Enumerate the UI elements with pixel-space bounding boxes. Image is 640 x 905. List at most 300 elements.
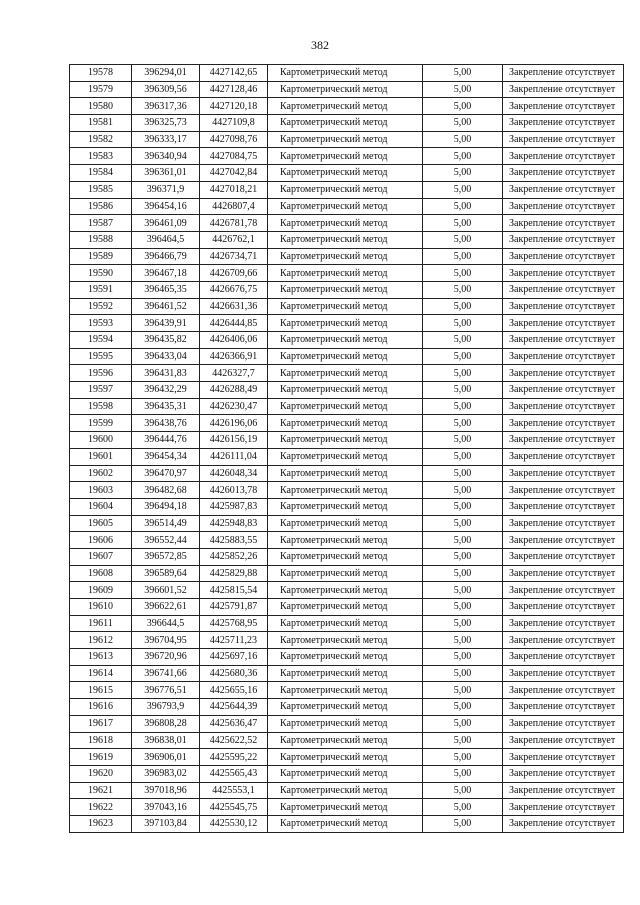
method-cell: Картометрический метод [268,81,423,98]
y-coordinate-cell: 4425697,16 [200,649,268,666]
method-cell: Картометрический метод [268,198,423,215]
point-number-cell: 19612 [70,632,132,649]
table-row [70,398,624,415]
point-number-cell: 19621 [70,782,132,799]
point-number-cell: 19579 [70,81,132,98]
x-coordinate-cell: 396572,85 [132,548,200,565]
method-cell: Картометрический метод [268,565,423,582]
table-row [70,665,624,682]
method-cell: Картометрический метод [268,415,423,432]
x-coordinate-cell: 396465,35 [132,281,200,298]
point-number-cell: 19613 [70,649,132,666]
method-cell: Картометрический метод [268,665,423,682]
accuracy-cell: 5,00 [423,115,503,132]
point-number-cell: 19623 [70,815,132,832]
fixation-cell: Закрепление отсутствует [503,265,624,282]
x-coordinate-cell: 396464,5 [132,231,200,248]
method-cell: Картометрический метод [268,615,423,632]
table-row [70,281,624,298]
point-number-cell: 19599 [70,415,132,432]
accuracy-cell: 5,00 [423,482,503,499]
table-row [70,682,624,699]
fixation-cell: Закрепление отсутствует [503,281,624,298]
fixation-cell: Закрепление отсутствует [503,532,624,549]
fixation-cell: Закрепление отсутствует [503,699,624,716]
point-number-cell: 19585 [70,181,132,198]
y-coordinate-cell: 4426406,06 [200,332,268,349]
table-row [70,148,624,165]
method-cell: Картометрический метод [268,749,423,766]
method-cell: Картометрический метод [268,265,423,282]
x-coordinate-cell: 396454,34 [132,448,200,465]
method-cell: Картометрический метод [268,715,423,732]
point-number-cell: 19609 [70,582,132,599]
y-coordinate-cell: 4427128,46 [200,81,268,98]
x-coordinate-cell: 396361,01 [132,165,200,182]
table-row [70,265,624,282]
accuracy-cell: 5,00 [423,632,503,649]
point-number-cell: 19604 [70,498,132,515]
accuracy-cell: 5,00 [423,432,503,449]
accuracy-cell: 5,00 [423,448,503,465]
fixation-cell: Закрепление отсутствует [503,682,624,699]
method-cell: Картометрический метод [268,432,423,449]
accuracy-cell: 5,00 [423,699,503,716]
accuracy-cell: 5,00 [423,415,503,432]
y-coordinate-cell: 4425636,47 [200,715,268,732]
method-cell: Картометрический метод [268,332,423,349]
fixation-cell: Закрепление отсутствует [503,782,624,799]
point-number-cell: 19594 [70,332,132,349]
point-number-cell: 19616 [70,699,132,716]
point-number-cell: 19622 [70,799,132,816]
accuracy-cell: 5,00 [423,198,503,215]
y-coordinate-cell: 4427109,8 [200,115,268,132]
table-row [70,65,624,82]
x-coordinate-cell: 396438,76 [132,415,200,432]
y-coordinate-cell: 4426709,66 [200,265,268,282]
y-coordinate-cell: 4425553,1 [200,782,268,799]
y-coordinate-cell: 4425655,16 [200,682,268,699]
x-coordinate-cell: 396470,97 [132,465,200,482]
y-coordinate-cell: 4426762,1 [200,231,268,248]
y-coordinate-cell: 4425852,26 [200,548,268,565]
accuracy-cell: 5,00 [423,715,503,732]
fixation-cell: Закрепление отсутствует [503,181,624,198]
y-coordinate-cell: 4425987,83 [200,498,268,515]
x-coordinate-cell: 396838,01 [132,732,200,749]
y-coordinate-cell: 4425829,88 [200,565,268,582]
method-cell: Картометрический метод [268,98,423,115]
y-coordinate-cell: 4425530,12 [200,815,268,832]
table-row [70,548,624,565]
y-coordinate-cell: 4427098,76 [200,131,268,148]
fixation-cell: Закрепление отсутствует [503,248,624,265]
point-number-cell: 19600 [70,432,132,449]
point-number-cell: 19581 [70,115,132,132]
method-cell: Картометрический метод [268,398,423,415]
fixation-cell: Закрепление отсутствует [503,448,624,465]
table-row [70,181,624,198]
x-coordinate-cell: 396340,94 [132,148,200,165]
fixation-cell: Закрепление отсутствует [503,65,624,82]
accuracy-cell: 5,00 [423,498,503,515]
accuracy-cell: 5,00 [423,732,503,749]
y-coordinate-cell: 4427018,21 [200,181,268,198]
x-coordinate-cell: 396776,51 [132,682,200,699]
accuracy-cell: 5,00 [423,815,503,832]
y-coordinate-cell: 4425768,95 [200,615,268,632]
fixation-cell: Закрепление отсутствует [503,98,624,115]
fixation-cell: Закрепление отсутствует [503,231,624,248]
y-coordinate-cell: 4425815,54 [200,582,268,599]
method-cell: Картометрический метод [268,148,423,165]
point-number-cell: 19611 [70,615,132,632]
y-coordinate-cell: 4426807,4 [200,198,268,215]
x-coordinate-cell: 396461,52 [132,298,200,315]
method-cell: Картометрический метод [268,315,423,332]
x-coordinate-cell: 396317,36 [132,98,200,115]
x-coordinate-cell: 396431,83 [132,365,200,382]
accuracy-cell: 5,00 [423,382,503,399]
x-coordinate-cell: 396494,18 [132,498,200,515]
x-coordinate-cell: 396432,29 [132,382,200,399]
fixation-cell: Закрепление отсутствует [503,465,624,482]
x-coordinate-cell: 396325,73 [132,115,200,132]
method-cell: Картометрический метод [268,649,423,666]
method-cell: Картометрический метод [268,482,423,499]
x-coordinate-cell: 396435,82 [132,332,200,349]
fixation-cell: Закрепление отсутствует [503,382,624,399]
table-row [70,432,624,449]
method-cell: Картометрический метод [268,298,423,315]
y-coordinate-cell: 4425622,52 [200,732,268,749]
x-coordinate-cell: 396482,68 [132,482,200,499]
method-cell: Картометрический метод [268,165,423,182]
table-row [70,215,624,232]
point-number-cell: 19603 [70,482,132,499]
table-row [70,348,624,365]
table-row [70,415,624,432]
x-coordinate-cell: 396601,52 [132,582,200,599]
x-coordinate-cell: 396644,5 [132,615,200,632]
y-coordinate-cell: 4425680,36 [200,665,268,682]
fixation-cell: Закрепление отсутствует [503,565,624,582]
method-cell: Картометрический метод [268,532,423,549]
y-coordinate-cell: 4425948,83 [200,515,268,532]
table-row [70,115,624,132]
x-coordinate-cell: 397103,84 [132,815,200,832]
accuracy-cell: 5,00 [423,265,503,282]
accuracy-cell: 5,00 [423,181,503,198]
point-number-cell: 19592 [70,298,132,315]
fixation-cell: Закрепление отсутствует [503,148,624,165]
fixation-cell: Закрепление отсутствует [503,398,624,415]
y-coordinate-cell: 4425883,55 [200,532,268,549]
accuracy-cell: 5,00 [423,231,503,248]
y-coordinate-cell: 4427042,84 [200,165,268,182]
y-coordinate-cell: 4426327,7 [200,365,268,382]
accuracy-cell: 5,00 [423,548,503,565]
method-cell: Картометрический метод [268,131,423,148]
point-number-cell: 19582 [70,131,132,148]
method-cell: Картометрический метод [268,465,423,482]
accuracy-cell: 5,00 [423,298,503,315]
table-row [70,482,624,499]
accuracy-cell: 5,00 [423,315,503,332]
fixation-cell: Закрепление отсутствует [503,649,624,666]
y-coordinate-cell: 4425595,22 [200,749,268,766]
table-row [70,131,624,148]
method-cell: Картометрический метод [268,498,423,515]
coordinates-table [69,64,624,833]
method-cell: Картометрический метод [268,231,423,248]
y-coordinate-cell: 4426013,78 [200,482,268,499]
fixation-cell: Закрепление отсутствует [503,432,624,449]
point-number-cell: 19618 [70,732,132,749]
fixation-cell: Закрепление отсутствует [503,765,624,782]
y-coordinate-cell: 4426111,04 [200,448,268,465]
method-cell: Картометрический метод [268,732,423,749]
accuracy-cell: 5,00 [423,215,503,232]
x-coordinate-cell: 396333,17 [132,131,200,148]
accuracy-cell: 5,00 [423,131,503,148]
point-number-cell: 19593 [70,315,132,332]
x-coordinate-cell: 396439,91 [132,315,200,332]
y-coordinate-cell: 4426444,85 [200,315,268,332]
accuracy-cell: 5,00 [423,348,503,365]
page-number: 382 [311,38,329,52]
point-number-cell: 19591 [70,281,132,298]
point-number-cell: 19608 [70,565,132,582]
table-row [70,799,624,816]
fixation-cell: Закрепление отсутствует [503,198,624,215]
x-coordinate-cell: 396622,61 [132,599,200,616]
accuracy-cell: 5,00 [423,649,503,666]
point-number-cell: 19601 [70,448,132,465]
x-coordinate-cell: 396793,9 [132,699,200,716]
method-cell: Картометрический метод [268,515,423,532]
x-coordinate-cell: 396309,56 [132,81,200,98]
fixation-cell: Закрепление отсутствует [503,498,624,515]
table-row [70,498,624,515]
fixation-cell: Закрепление отсутствует [503,315,624,332]
y-coordinate-cell: 4426781,78 [200,215,268,232]
y-coordinate-cell: 4426048,34 [200,465,268,482]
method-cell: Картометрический метод [268,65,423,82]
table-row [70,315,624,332]
point-number-cell: 19578 [70,65,132,82]
table-row [70,465,624,482]
method-cell: Картометрический метод [268,365,423,382]
table-row [70,649,624,666]
table-row [70,765,624,782]
accuracy-cell: 5,00 [423,665,503,682]
x-coordinate-cell: 396467,18 [132,265,200,282]
accuracy-cell: 5,00 [423,65,503,82]
accuracy-cell: 5,00 [423,532,503,549]
fixation-cell: Закрепление отсутствует [503,548,624,565]
fixation-cell: Закрепление отсутствует [503,215,624,232]
fixation-cell: Закрепление отсутствует [503,732,624,749]
accuracy-cell: 5,00 [423,682,503,699]
accuracy-cell: 5,00 [423,565,503,582]
method-cell: Картометрический метод [268,699,423,716]
accuracy-cell: 5,00 [423,165,503,182]
method-cell: Картометрический метод [268,382,423,399]
fixation-cell: Закрепление отсутствует [503,515,624,532]
fixation-cell: Закрепление отсутствует [503,365,624,382]
x-coordinate-cell: 396704,95 [132,632,200,649]
y-coordinate-cell: 4425565,43 [200,765,268,782]
point-number-cell: 19580 [70,98,132,115]
fixation-cell: Закрепление отсутствует [503,582,624,599]
x-coordinate-cell: 396906,01 [132,749,200,766]
y-coordinate-cell: 4426366,91 [200,348,268,365]
table-row [70,231,624,248]
fixation-cell: Закрепление отсутствует [503,615,624,632]
accuracy-cell: 5,00 [423,799,503,816]
point-number-cell: 19606 [70,532,132,549]
point-number-cell: 19596 [70,365,132,382]
table-row [70,98,624,115]
table-row [70,515,624,532]
table-row [70,165,624,182]
y-coordinate-cell: 4426676,75 [200,281,268,298]
method-cell: Картометрический метод [268,815,423,832]
y-coordinate-cell: 4425545,75 [200,799,268,816]
point-number-cell: 19605 [70,515,132,532]
method-cell: Картометрический метод [268,782,423,799]
fixation-cell: Закрепление отсутствует [503,599,624,616]
fixation-cell: Закрепление отсутствует [503,632,624,649]
x-coordinate-cell: 396808,28 [132,715,200,732]
point-number-cell: 19584 [70,165,132,182]
table-row [70,782,624,799]
accuracy-cell: 5,00 [423,615,503,632]
table-row [70,382,624,399]
x-coordinate-cell: 396466,79 [132,248,200,265]
table-row [70,332,624,349]
point-number-cell: 19610 [70,599,132,616]
point-number-cell: 19590 [70,265,132,282]
method-cell: Картометрический метод [268,348,423,365]
y-coordinate-cell: 4427120,18 [200,98,268,115]
method-cell: Картометрический метод [268,799,423,816]
accuracy-cell: 5,00 [423,582,503,599]
point-number-cell: 19586 [70,198,132,215]
point-number-cell: 19597 [70,382,132,399]
y-coordinate-cell: 4426631,36 [200,298,268,315]
point-number-cell: 19615 [70,682,132,699]
fixation-cell: Закрепление отсутствует [503,165,624,182]
method-cell: Картометрический метод [268,682,423,699]
x-coordinate-cell: 396371,9 [132,181,200,198]
table-row [70,599,624,616]
table-row [70,815,624,832]
x-coordinate-cell: 397018,96 [132,782,200,799]
method-cell: Картометрический метод [268,599,423,616]
fixation-cell: Закрепление отсутствует [503,348,624,365]
accuracy-cell: 5,00 [423,398,503,415]
table-row [70,582,624,599]
fixation-cell: Закрепление отсутствует [503,815,624,832]
accuracy-cell: 5,00 [423,248,503,265]
accuracy-cell: 5,00 [423,749,503,766]
y-coordinate-cell: 4426230,47 [200,398,268,415]
table-row [70,749,624,766]
table-row [70,632,624,649]
table-row [70,448,624,465]
point-number-cell: 19602 [70,465,132,482]
fixation-cell: Закрепление отсутствует [503,665,624,682]
fixation-cell: Закрепление отсутствует [503,298,624,315]
y-coordinate-cell: 4426288,49 [200,382,268,399]
point-number-cell: 19587 [70,215,132,232]
method-cell: Картометрический метод [268,181,423,198]
x-coordinate-cell: 396741,66 [132,665,200,682]
y-coordinate-cell: 4427084,75 [200,148,268,165]
y-coordinate-cell: 4426196,06 [200,415,268,432]
y-coordinate-cell: 4427142,65 [200,65,268,82]
method-cell: Картометрический метод [268,582,423,599]
accuracy-cell: 5,00 [423,782,503,799]
method-cell: Картометрический метод [268,448,423,465]
fixation-cell: Закрепление отсутствует [503,81,624,98]
method-cell: Картометрический метод [268,281,423,298]
table-row [70,365,624,382]
table-row [70,715,624,732]
point-number-cell: 19607 [70,548,132,565]
y-coordinate-cell: 4426156,19 [200,432,268,449]
y-coordinate-cell: 4425791,87 [200,599,268,616]
table-row [70,198,624,215]
method-cell: Картометрический метод [268,215,423,232]
method-cell: Картометрический метод [268,248,423,265]
table-row [70,699,624,716]
y-coordinate-cell: 4426734,71 [200,248,268,265]
method-cell: Картометрический метод [268,115,423,132]
method-cell: Картометрический метод [268,548,423,565]
accuracy-cell: 5,00 [423,98,503,115]
fixation-cell: Закрепление отсутствует [503,332,624,349]
x-coordinate-cell: 396433,04 [132,348,200,365]
method-cell: Картометрический метод [268,632,423,649]
point-number-cell: 19620 [70,765,132,782]
table-row [70,248,624,265]
x-coordinate-cell: 396454,16 [132,198,200,215]
fixation-cell: Закрепление отсутствует [503,115,624,132]
fixation-cell: Закрепление отсутствует [503,715,624,732]
fixation-cell: Закрепление отсутствует [503,482,624,499]
accuracy-cell: 5,00 [423,765,503,782]
x-coordinate-cell: 396294,01 [132,65,200,82]
accuracy-cell: 5,00 [423,515,503,532]
table-row [70,298,624,315]
accuracy-cell: 5,00 [423,465,503,482]
fixation-cell: Закрепление отсутствует [503,415,624,432]
x-coordinate-cell: 396461,09 [132,215,200,232]
table-row [70,732,624,749]
point-number-cell: 19588 [70,231,132,248]
method-cell: Картометрический метод [268,765,423,782]
x-coordinate-cell: 396552,44 [132,532,200,549]
point-number-cell: 19619 [70,749,132,766]
x-coordinate-cell: 396983,02 [132,765,200,782]
coordinates-table-body [70,65,624,833]
point-number-cell: 19595 [70,348,132,365]
accuracy-cell: 5,00 [423,81,503,98]
